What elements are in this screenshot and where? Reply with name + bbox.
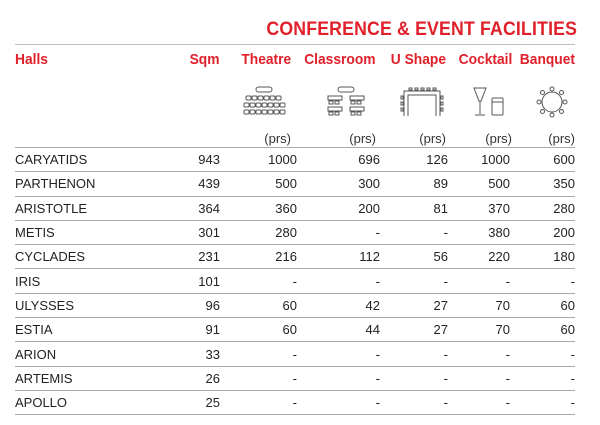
hall-name: CARYATIDS	[15, 148, 155, 172]
classroom-cell: -	[297, 269, 380, 293]
hall-name: ULYSSES	[15, 293, 155, 317]
sqm-cell: 231	[155, 245, 220, 269]
sqm-cell: 364	[155, 196, 220, 220]
ushape-cell: -	[380, 342, 448, 366]
ushape-cell: -	[380, 366, 448, 390]
theatre-cell: 216	[220, 245, 297, 269]
theatre-cell: 280	[220, 220, 297, 244]
sqm-cell: 33	[155, 342, 220, 366]
title-divider	[15, 44, 575, 45]
banquet-cell: 280	[510, 196, 575, 220]
banquet-cell: -	[510, 366, 575, 390]
classroom-cell: 696	[297, 148, 380, 172]
table-row	[15, 269, 575, 293]
cocktail-cell: -	[448, 390, 510, 414]
banquet-cell: 60	[510, 318, 575, 342]
cocktail-cell: 380	[448, 220, 510, 244]
table-row	[15, 196, 575, 220]
cocktail-cell: -	[448, 366, 510, 390]
table-row	[15, 366, 575, 390]
theatre-cell: -	[220, 366, 297, 390]
ushape-cell: -	[380, 220, 448, 244]
column-header-cocktail: Cocktail	[458, 51, 512, 68]
ushape-cell: 27	[380, 318, 448, 342]
column-header-ushape: U Shape	[390, 51, 446, 68]
cocktail-cell: 500	[448, 172, 510, 196]
theatre-unit-label: (prs)	[264, 131, 291, 146]
banquet-cell: -	[510, 269, 575, 293]
cocktail-glass-icon	[470, 86, 510, 118]
column-header-halls: Halls	[15, 51, 48, 68]
theatre-cell: 1000	[220, 148, 297, 172]
page-title: CONFERENCE & EVENT FACILITIES	[266, 19, 577, 40]
theatre-seating-icon	[240, 86, 288, 118]
ushape-cell: 56	[380, 245, 448, 269]
ushape-cell: -	[380, 390, 448, 414]
hall-name: ARTEMIS	[15, 366, 155, 390]
column-header-theatre: Theatre	[241, 51, 291, 68]
banquet-cell: 600	[510, 148, 575, 172]
sqm-cell: 96	[155, 293, 220, 317]
banquet-cell: -	[510, 342, 575, 366]
banquet-round-table-icon	[534, 86, 570, 118]
cocktail-cell: 70	[448, 318, 510, 342]
theatre-cell: -	[220, 342, 297, 366]
table-row	[15, 390, 575, 414]
sqm-cell: 91	[155, 318, 220, 342]
column-header-classroom: Classroom	[304, 51, 376, 68]
cocktail-cell: 1000	[448, 148, 510, 172]
classroom-cell: 42	[297, 293, 380, 317]
ushape-cell: -	[380, 269, 448, 293]
ushape-cell: 81	[380, 196, 448, 220]
column-header-sqm: Sqm	[190, 51, 220, 68]
classroom-seating-icon	[324, 86, 368, 118]
banquet-cell: 180	[510, 245, 575, 269]
hall-name: ESTIA	[15, 318, 155, 342]
classroom-cell: 200	[297, 196, 380, 220]
ushape-cell: 126	[380, 148, 448, 172]
hall-name: IRIS	[15, 269, 155, 293]
sqm-cell: 439	[155, 172, 220, 196]
classroom-unit-label: (prs)	[349, 131, 376, 146]
classroom-cell: -	[297, 390, 380, 414]
classroom-cell: 44	[297, 318, 380, 342]
banquet-cell: 60	[510, 293, 575, 317]
table-row	[15, 318, 575, 342]
cocktail-unit-label: (prs)	[485, 131, 512, 146]
theatre-cell: -	[220, 269, 297, 293]
cocktail-cell: 220	[448, 245, 510, 269]
sqm-cell: 101	[155, 269, 220, 293]
hall-name: METIS	[15, 220, 155, 244]
theatre-cell: 60	[220, 293, 297, 317]
table-row	[15, 342, 575, 366]
banquet-cell: -	[510, 390, 575, 414]
facilities-table	[15, 147, 575, 415]
ushape-unit-label: (prs)	[419, 131, 446, 146]
cocktail-cell: 70	[448, 293, 510, 317]
table-row	[15, 172, 575, 196]
table-row	[15, 245, 575, 269]
theatre-cell: 500	[220, 172, 297, 196]
sqm-cell: 301	[155, 220, 220, 244]
column-header-banquet: Banquet	[519, 51, 575, 68]
ushape-cell: 27	[380, 293, 448, 317]
sqm-cell: 943	[155, 148, 220, 172]
sqm-cell: 25	[155, 390, 220, 414]
classroom-cell: -	[297, 366, 380, 390]
cocktail-cell: -	[448, 342, 510, 366]
hall-name: ARISTOTLE	[15, 196, 155, 220]
hall-name: APOLLO	[15, 390, 155, 414]
banquet-cell: 350	[510, 172, 575, 196]
hall-name: CYCLADES	[15, 245, 155, 269]
cocktail-cell: -	[448, 269, 510, 293]
ushape-cell: 89	[380, 172, 448, 196]
banquet-unit-label: (prs)	[548, 131, 575, 146]
theatre-cell: -	[220, 390, 297, 414]
table-row	[15, 293, 575, 317]
classroom-cell: 112	[297, 245, 380, 269]
classroom-cell: -	[297, 342, 380, 366]
table-row	[15, 148, 575, 172]
table-row	[15, 220, 575, 244]
banquet-cell: 200	[510, 220, 575, 244]
theatre-cell: 360	[220, 196, 297, 220]
u-shape-seating-icon	[399, 86, 445, 118]
cocktail-cell: 370	[448, 196, 510, 220]
classroom-cell: -	[297, 220, 380, 244]
sqm-cell: 26	[155, 366, 220, 390]
theatre-cell: 60	[220, 318, 297, 342]
hall-name: PARTHENON	[15, 172, 155, 196]
classroom-cell: 300	[297, 172, 380, 196]
hall-name: ARION	[15, 342, 155, 366]
